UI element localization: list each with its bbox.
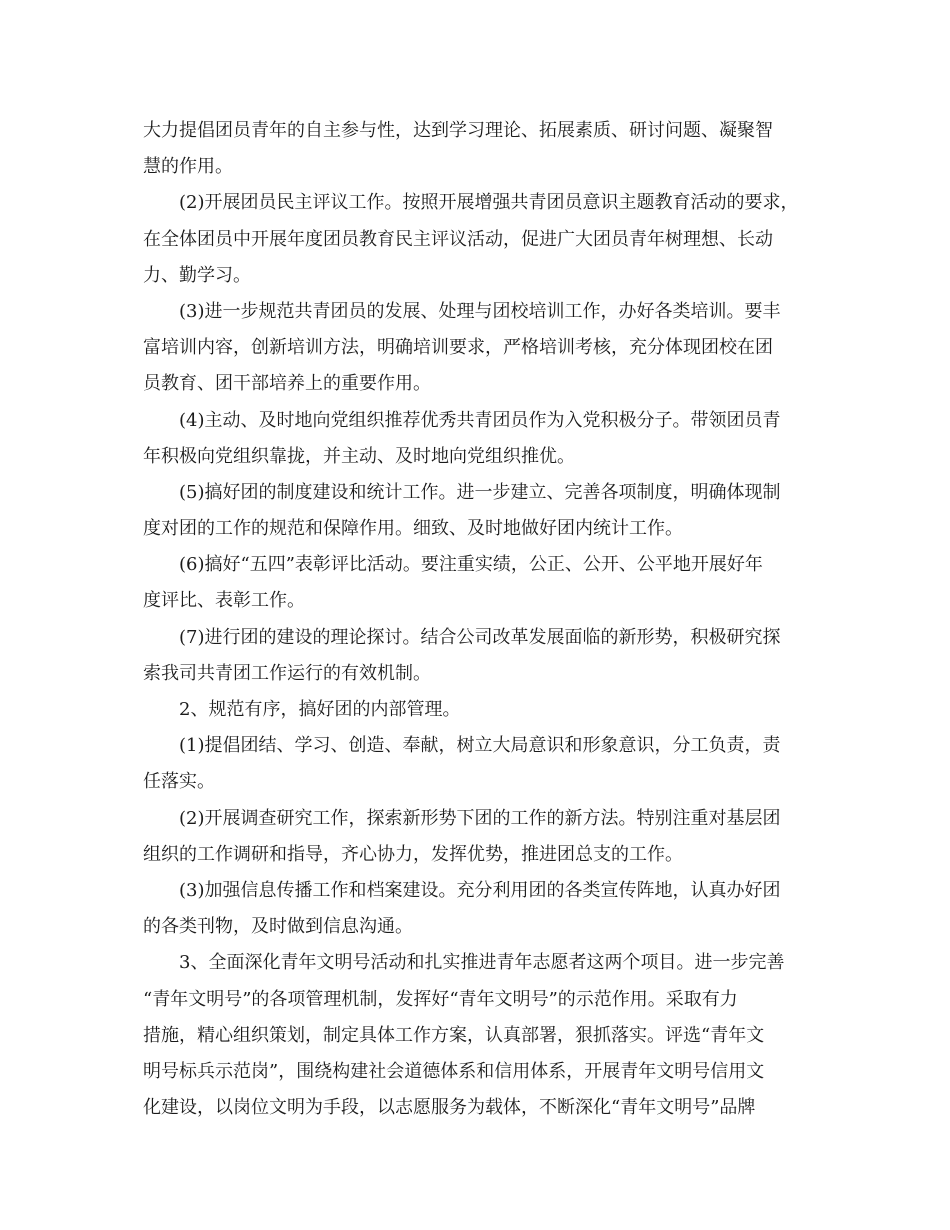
text-line: 组织的工作调研和指导，齐心协力，发挥优势，推进团总支的工作。 [143,843,683,865]
text-line: 度对团的工作的规范和保障作用。细致、及时地做好团内统计工作。 [143,518,683,540]
text-line: 大力提倡团员青年的自主参与性，达到学习理论、拓展素质、研讨问题、凝聚智 [143,120,773,141]
text-line: 年积极向党组织靠拢，并主动、及时地向党组织推优。 [143,445,575,467]
text-line: 慧的作用。 [143,156,233,178]
text-line: (1)提倡团结、学习、创造、奉献，树立大局意识和形象意识，分工负责，责 [179,735,781,757]
text-line: 化建设，以岗位文明为手段，以志愿服务为载体，不断深化“青年文明号”品牌 [143,1097,756,1119]
text-line: 富培训内容，创新培训方法，明确培训要求，严格培训考核，充分体现团校在团 [143,337,773,359]
text-line: (7)进行团的建设的理论探讨。结合公司改革发展面临的新形势，积极研究探 [179,626,781,648]
text-line: “青年文明号”的各项管理机制，发挥好“青年文明号”的示范作用。采取有力 [143,988,738,1010]
text-line: 力、勤学习。 [143,264,251,286]
text-line: 索我司共青团工作运行的有效机制。 [143,662,431,684]
text-line: 员教育、团干部培养上的重要作用。 [143,373,431,395]
text-line: 明号标兵示范岗”，围绕构建社会道德体系和信用体系，开展青年文明号信用文 [143,1060,765,1082]
text-line: 的各类刊物，及时做到信息沟通。 [143,916,413,938]
text-line: 措施，精心组织策划，制定具体工作方案，认真部署，狠抓落实。评选“青年文 [143,1024,765,1046]
text-line: 任落实。 [143,771,215,793]
text-line: (2)开展团员民主评议工作。按照开展增强共青团员意识主题教育活动的要求， [179,192,799,214]
document-body [143,113,808,1126]
text-line: (5)搞好团的制度建设和统计工作。进一步建立、完善各项制度，明确体现制 [179,481,781,503]
text-line: (3)进一步规范共青团员的发展、处理与团校培训工作，办好各类培训。要丰 [179,300,781,322]
text-line: (4)主动、及时地向党组织推荐优秀共青团员作为入党积极分子。带领团员青 [179,409,781,431]
text-line: (6)搞好“五四”表彰评比活动。要注重实绩，公正、公开、公平地开展好年 [179,554,763,576]
text-line: 在全体团员中开展年度团员教育民主评议活动，促进广大团员青年树理想、长动 [143,228,773,250]
text-line: 度评比、表彰工作。 [143,590,305,612]
text-line: 2、规范有序，搞好团的内部管理。 [179,699,461,720]
text-line: (2)开展调查研究工作，探索新形势下团的工作的新方法。特别注重对基层团 [179,807,781,829]
text-line: 3、全面深化青年文明号活动和扎实推进青年志愿者这两个项目。进一步完善 [179,952,785,974]
text-line: (3)加强信息传播工作和档案建设。充分利用团的各类宣传阵地，认真办好团 [179,879,781,901]
